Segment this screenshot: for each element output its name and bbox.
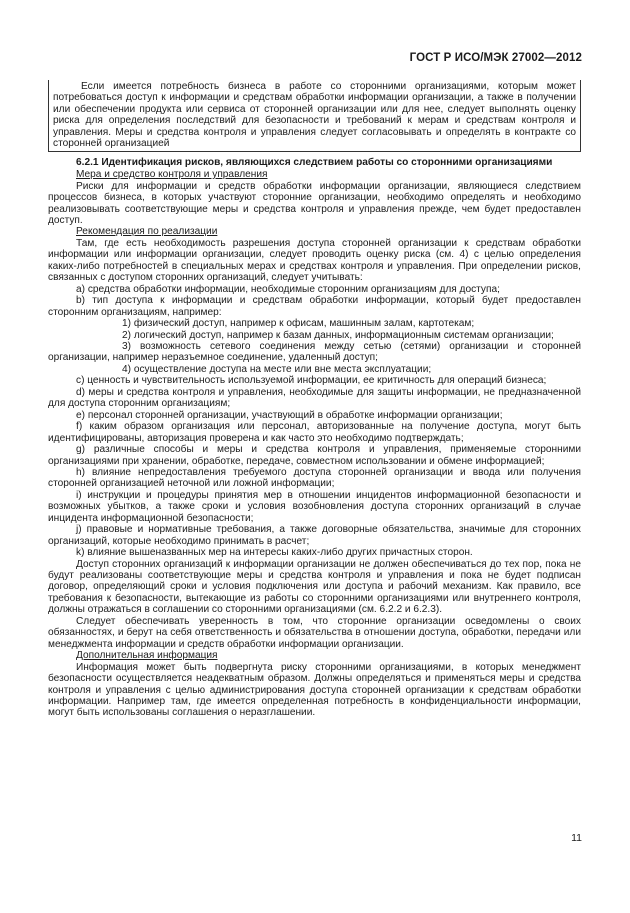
- list-item-h: h) влияние непредоставления требуемого доступа сторонней организации и ввода или получения сторонней организацией неточной или ложной информации;: [48, 466, 581, 490]
- note-box: [48, 80, 581, 152]
- list-item-b: b) тип доступа к информации и средствам обработки информации, который будет предоставлен сторонним организациям, например:: [48, 295, 581, 318]
- page-number: 11: [571, 832, 582, 844]
- standard-header: ГОСТ Р ИСО/МЭК 27002—2012: [409, 52, 582, 64]
- page-body: [48, 80, 581, 719]
- list-item-i: i) инструкции и процедуры принятия мер в отношении инцидентов информационной безопасности и возможных убытков, а также сроки и условия возобновления доступа сторонних организаций в случае инцидента информационной безопасности;: [48, 489, 581, 524]
- access-paragraph: Доступ сторонних организаций к информации организации не должен обеспечиваться до тех пор, пока не будут реализованы соответствующие меры и средства контроля и управления и пока не будет подписан договор, определяющий сроки и условия подключения или доступа и рабочий механизм. Как правило, все требования к безопасности, вытекающие из работы со сторонними организациями или внутреннего контроля, должны отражаться в соглашении со сторонними организациями (см. 6.2.2 и 6.2.3).: [48, 558, 581, 616]
- list-item-j: j) правовые и нормативные требования, а также договорные обязательства, значимые для сторонних организаций, которые необходимо принимать в расчет;: [48, 524, 581, 547]
- measure-text: Риски для информации и средств обработки информации организации, являющиеся следствием процессов бизнеса, в которых участвуют сторонние организации, необходимо определять и необходимо реализовывать соответствующие меры и средства контроля и управления прежде, чем будет предоставлен доступ.: [48, 180, 581, 226]
- guidance-intro: Там, где есть необходимость разрешения доступа сторонней организации к средствам обработки информации или информации организации, следует проводить оценку риска (см. 4) с целью определения каких-либо потребностей в специальных мерах и средствах контроля и управления. При определении рисков, связанных с доступом сторонних организаций, следует учитывать:: [48, 237, 581, 284]
- guidance-label: Рекомендация по реализации: [76, 226, 218, 238]
- list-item-d: d) меры и средства контроля и управления, необходимые для защиты информации, не предназначенной для доступа сторонним организациям;: [48, 386, 581, 410]
- list-item-f: f) каким образом организация или персонал, авторизованные на получение доступа, могут быть идентифицированы, авторизация проверена и как часто это необходимо подтверждать;: [48, 421, 581, 444]
- list-item-k: k) влияние вышеназванных мер на интересы каких-либо других причастных сторон.: [76, 547, 473, 559]
- list-item-b2: 2) логический доступ, например к базам данных, информационным системам организации;: [122, 329, 554, 341]
- extra-info-text: Информация может быть подвергнута риску сторонними организациями, в которых менеджмент безопасности осуществляется неадекватным образом. Должны определяться и применяться меры и средства контроля и управления с целью администрирования доступа сторонней организации к средствам обработки информации. Например там, где имеется определенная потребность в конфиденциальности информации, могут быть использованы соглашения о неразглашении.: [48, 661, 581, 719]
- list-item-e: e) персонал сторонней организации, участвующий в обработке информации организации;: [76, 409, 503, 421]
- awareness-paragraph: Следует обеспечивать уверенность в том, что сторонние организации осведомлены о своих обязанностях, и берут на себя ответственность и обязательства в отношении доступа, обработки, передачи или менеджмента информации и средств обработки информации организации.: [48, 615, 581, 650]
- list-item-a: a) средства обработки информации, необходимые сторонним организациям для доступа;: [76, 283, 500, 295]
- note-text: Если имеется потребность бизнеса в работе со сторонними организациями, которым может потребоваться доступ к информации и средствам обработки информации организации, а также в получении или обеспечении продукта или сервиса от сторонней организации или для нее, следует выполнять оценку риска для определения последствий для безопасности и требований к мерам и средствам контроля и управления. Меры и средства контроля и управления следует согласовывать и определять в контракте со сторонней организацией: [53, 81, 576, 150]
- measure-label: Мера и средство контроля и управления: [76, 169, 268, 181]
- list-item-g: g) различные способы и меры и средства контроля и управления, применяемые сторонними организациями при хранении, обработке, передаче, совместном использовании и обмене информацией;: [48, 444, 581, 467]
- section-heading: 6.2.1 Идентификация рисков, являющихся следствием работы со сторонними организациями: [76, 156, 553, 168]
- extra-info-label: Дополнительная информация: [76, 650, 218, 662]
- list-item-c: c) ценность и чувствительность используемой информации, ее критичность для операций бизнеса;: [76, 375, 547, 387]
- list-item-b3: 3) возможность сетевого соединения между сетью (сетями) организации и сторонней организации, например неразъемное соединение, удаленный доступ;: [48, 340, 581, 364]
- list-item-b4: 4) осуществление доступа на месте или вне места эксплуатации;: [122, 363, 432, 375]
- list-item-b1: 1) физический доступ, например к офисам, машинным залам, картотекам;: [122, 318, 475, 330]
